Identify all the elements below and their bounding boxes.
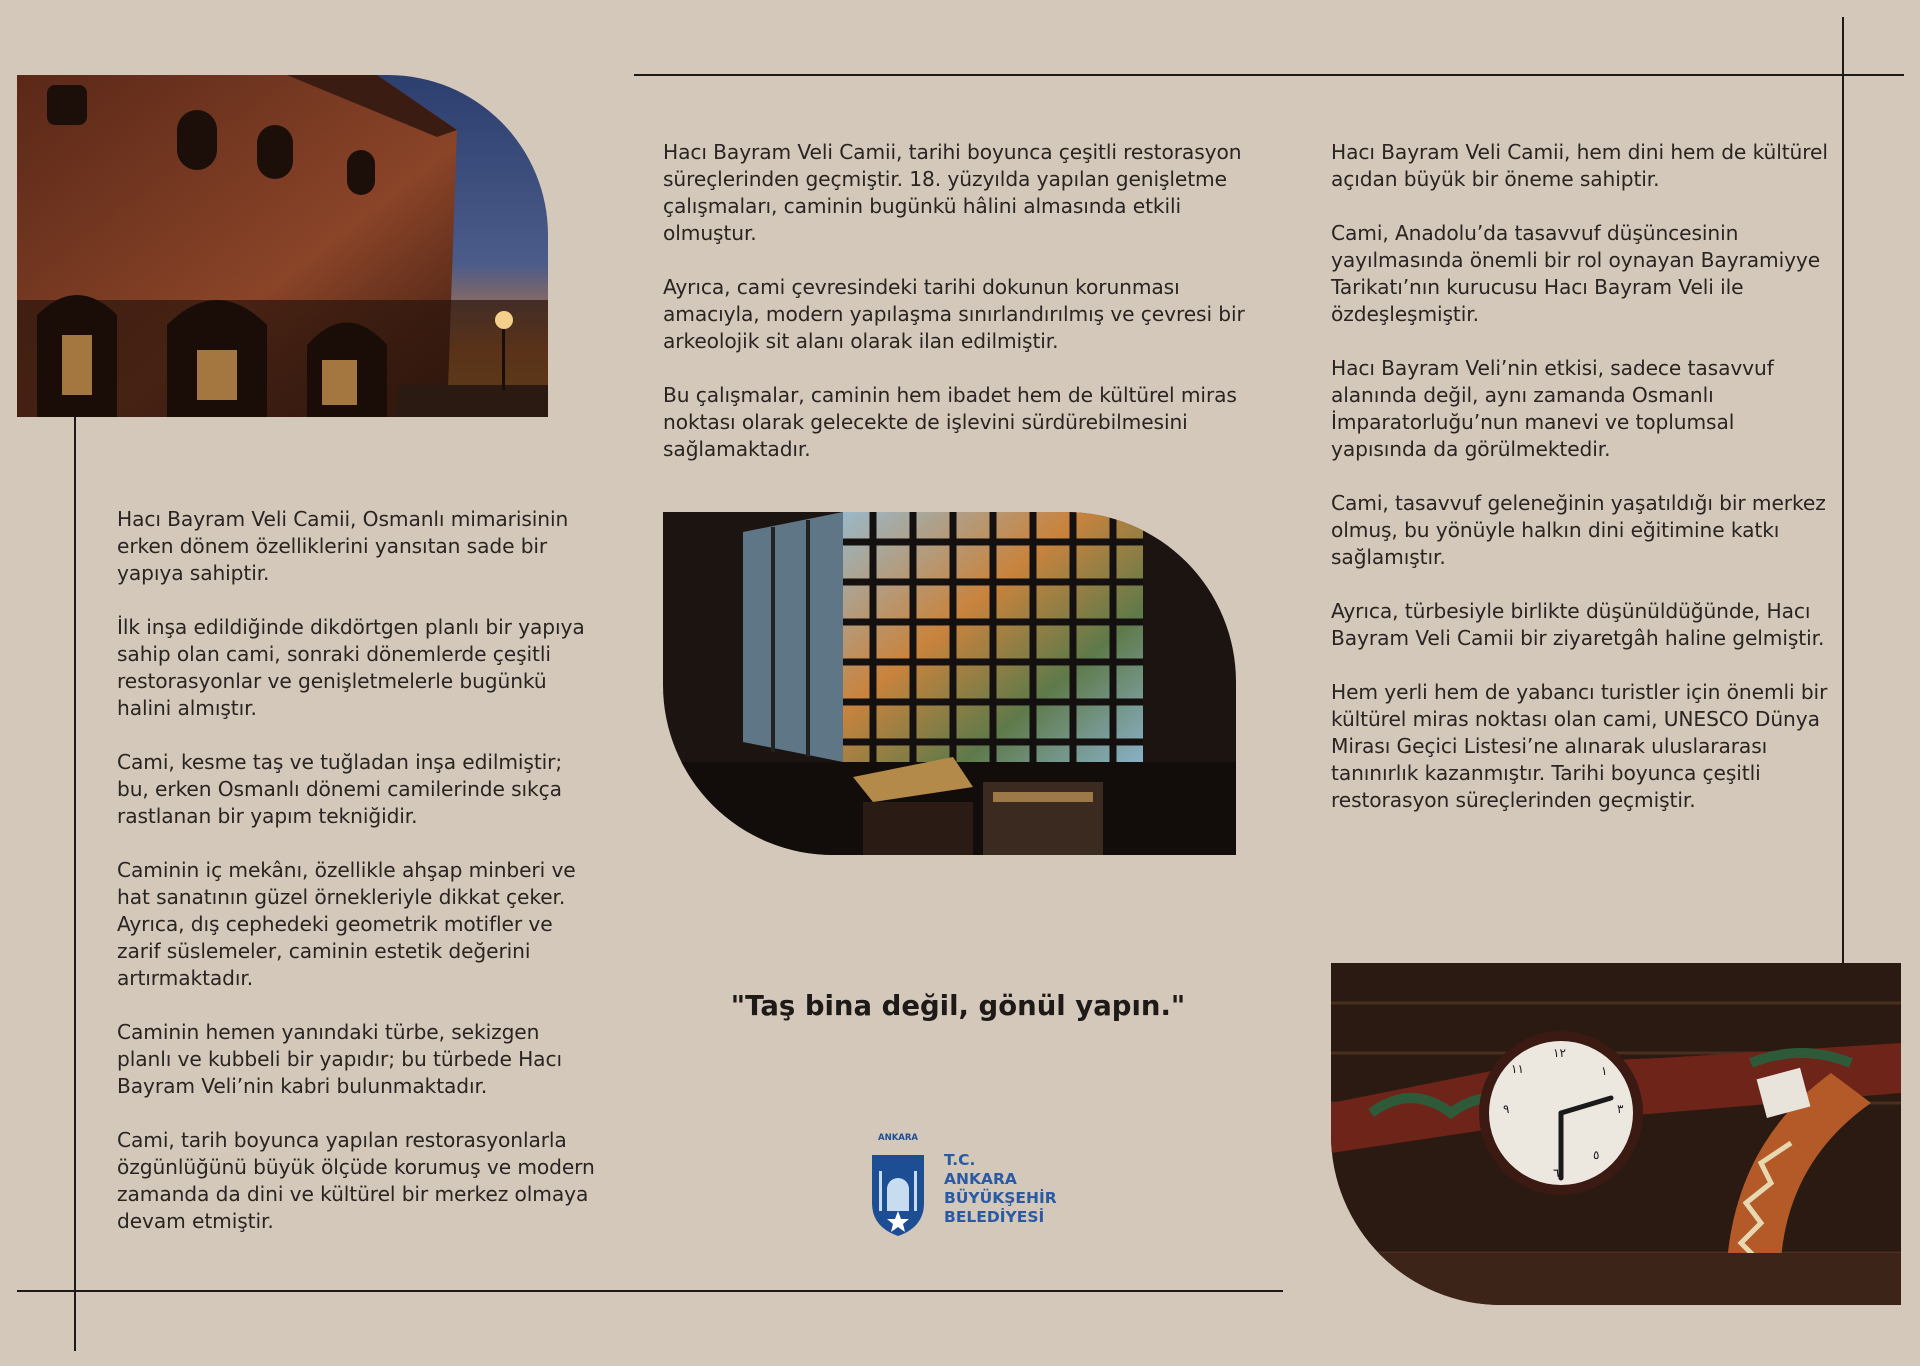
- right-paragraph: Cami, tasavvuf geleneğinin yaşatıldığı bir merkez olmuş, bu yönüyle halkın dini eğitimine katkı sağlamıştır.: [1331, 491, 1826, 569]
- mosque-exterior-photo: [17, 75, 548, 417]
- left-paragraph: Caminin iç mekânı, özellikle ahşap minberi ve hat sanatının güzel örnekleriyle dikkat çeker. Ayrıca, dış cephedeki geometrik motifler ve zarif süslemeler, caminin estetik değerini artırmaktadır.: [117, 858, 576, 990]
- left-vertical-rule: [74, 275, 76, 1351]
- middle-paragraph: Hacı Bayram Veli Camii, tarihi boyunca çeşitli restorasyon süreçlerinden geçmiştir. 18. yüzyılda yapılan genişletme çalışmaları, caminin bugünkü hâlini almasında etkili olmuştur.: [663, 140, 1242, 245]
- logo-line: BELEDİYESİ: [944, 1208, 1045, 1226]
- bottom-rule: [17, 1290, 1283, 1292]
- right-paragraph: Hacı Bayram Veli Camii, hem dini hem de kültürel açıdan büyük bir öneme sahiptir.: [1331, 140, 1828, 191]
- left-text-column: [117, 506, 597, 1262]
- quote-text: "Taş bina değil, gönül yapın.": [730, 990, 1186, 1022]
- svg-text:١٢: ١٢: [1553, 1046, 1566, 1060]
- right-paragraph: Hem yerli hem de yabancı turistler için önemli bir kültürel miras noktası olan cami, UNESCO Dünya Mirası Geçici Listesi’ne alınarak uluslararası tanınırlık kazanmıştır. Tarihi boyunca çeşitli restorasyon süreçlerinden geçmiştir.: [1331, 680, 1828, 812]
- middle-text-column: [663, 139, 1253, 490]
- left-paragraph: Hacı Bayram Veli Camii, Osmanlı mimarisinin erken dönem özelliklerini yansıtan sade bir yapıya sahiptir.: [117, 507, 569, 585]
- svg-text:٩: ٩: [1503, 1102, 1510, 1116]
- logo-line: BÜYÜKŞEHİR: [944, 1189, 1057, 1207]
- right-paragraph: Ayrıca, türbesiyle birlikte düşünüldüğünde, Hacı Bayram Veli Camii bir ziyaretgâh haline gelmiştir.: [1331, 599, 1825, 650]
- logo-top-label: ANKARA: [878, 1133, 918, 1143]
- svg-text:١١: ١١: [1511, 1062, 1524, 1076]
- left-paragraph: Cami, tarih boyunca yapılan restorasyonlarla özgünlüğünü büyük ölçüde korumuş ve modern zamanda da dini ve kültürel bir merkez olmaya devam etmiştir.: [117, 1128, 595, 1233]
- svg-text:٦: ٦: [1553, 1166, 1560, 1180]
- left-paragraph: Caminin hemen yanındaki türbe, sekizgen planlı ve kubbeli bir yapıdır; bu türbede Hacı Bayram Veli’nin kabri bulunmaktadır.: [117, 1020, 562, 1098]
- middle-paragraph: Ayrıca, cami çevresindeki tarihi dokunun korunması amacıyla, modern yapılaşma sınırlandırılmış ve çevresi bir arkeolojik sit alanı olarak ilan edilmiştir.: [663, 275, 1245, 353]
- ankara-municipality-logo: [868, 1133, 1068, 1238]
- top-rule: [634, 74, 1904, 76]
- mosque-clock-photo: [1331, 963, 1901, 1305]
- right-text-column: [1331, 139, 1831, 841]
- logo-line: ANKARA: [944, 1170, 1017, 1188]
- svg-text:١: ١: [1601, 1064, 1608, 1078]
- middle-paragraph: Bu çalışmalar, caminin hem ibadet hem de kültürel miras noktası olarak gelecekte de işlevini sürdürebilmesini sağlamaktadır.: [663, 383, 1237, 461]
- mosque-window-photo: [663, 512, 1236, 855]
- logo-text: [944, 1151, 1057, 1227]
- mosque-emblem-icon: [868, 1133, 928, 1238]
- right-vertical-rule: [1842, 17, 1844, 965]
- left-paragraph: Cami, kesme taş ve tuğladan inşa edilmiştir; bu, erken Osmanlı dönemi camilerinde sıkça rastlanan bir yapım tekniğidir.: [117, 750, 563, 828]
- left-paragraph: İlk inşa edildiğinde dikdörtgen planlı bir yapıya sahip olan cami, sonraki dönemlerde çeşitli restorasyonlar ve genişletmelerle bugünkü halini almıştır.: [117, 615, 585, 720]
- logo-line: T.C.: [944, 1151, 976, 1169]
- right-paragraph: Hacı Bayram Veli’nin etkisi, sadece tasavvuf alanında değil, aynı zamanda Osmanlı İmparatorluğu’nun manevi ve toplumsal yapısında da görülmektedir.: [1331, 356, 1774, 461]
- right-paragraph: Cami, Anadolu’da tasavvuf düşüncesinin yayılmasında önemli bir rol oynayan Bayramiyye Tarikatı’nın kurucusu Hacı Bayram Veli ile özdeşleşmiştir.: [1331, 221, 1821, 326]
- svg-text:٥: ٥: [1593, 1148, 1600, 1162]
- svg-text:٣: ٣: [1617, 1102, 1624, 1116]
